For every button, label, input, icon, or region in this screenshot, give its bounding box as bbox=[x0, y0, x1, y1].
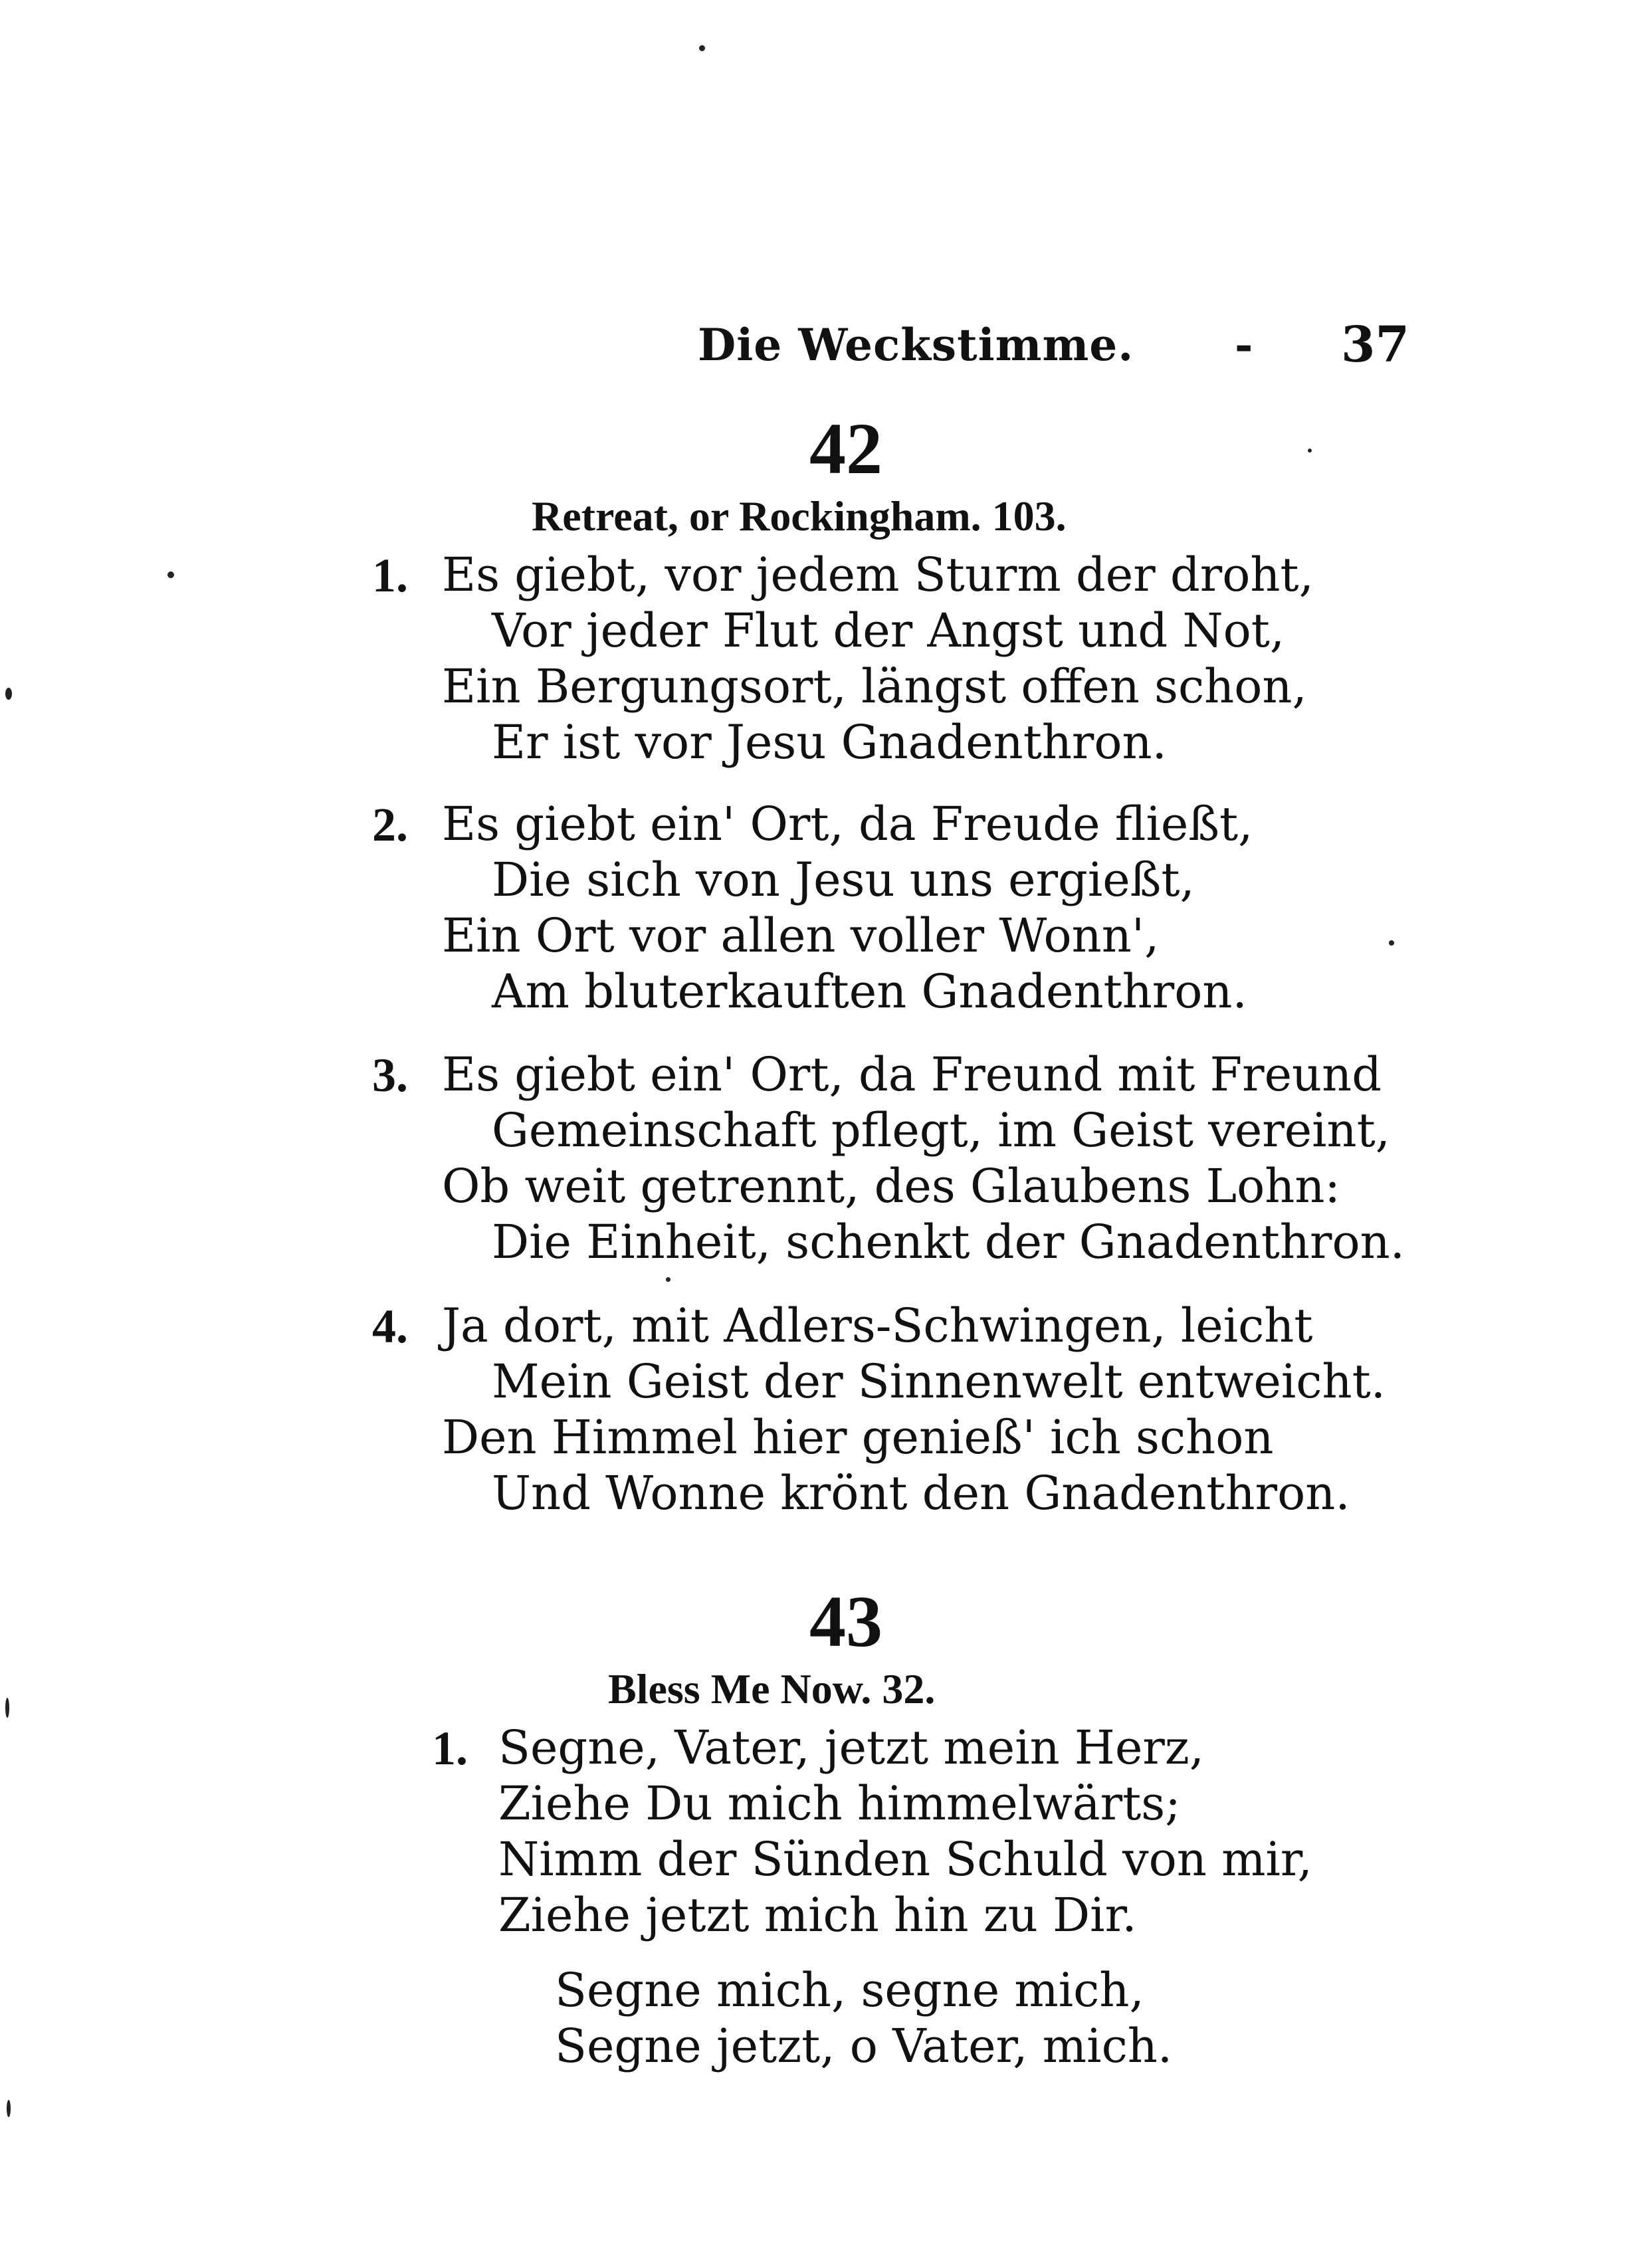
verse-line: Es giebt ein' Ort, da Freund mit Freund bbox=[442, 1047, 1382, 1102]
scan-speck bbox=[167, 571, 174, 578]
page-number: 37 bbox=[1341, 316, 1409, 373]
verse-line: Ein Ort vor allen voller Wonn', bbox=[442, 908, 1160, 963]
hymn-number-43: 43 bbox=[809, 1581, 882, 1662]
scan-speck bbox=[1308, 449, 1312, 453]
scan-speck bbox=[699, 45, 705, 51]
scan-speck bbox=[1389, 940, 1394, 946]
verse-line: Die Einheit, schenkt der Gnadenthron. bbox=[492, 1215, 1405, 1269]
running-title: Die Weckstimme. bbox=[698, 319, 1134, 371]
refrain-line: Segne mich, segne mich, bbox=[555, 1963, 1144, 2017]
verse-line: Ziehe Du mich himmelwärts; bbox=[498, 1776, 1181, 1831]
verse-line: Am bluterkauften Gnadenthron. bbox=[492, 964, 1247, 1019]
scan-speck bbox=[666, 1277, 671, 1282]
scan-speck bbox=[5, 688, 12, 700]
verse-line: Es giebt, vor jedem Sturm der droht, bbox=[442, 548, 1314, 602]
header-dash: - bbox=[1235, 319, 1253, 371]
verse-line: Die sich von Jesu uns ergießt, bbox=[492, 853, 1195, 907]
verse-number: 4. bbox=[372, 1300, 408, 1353]
hymn-43-tune: Bless Me Now. 32. bbox=[608, 1665, 936, 1712]
scan-speck bbox=[7, 2100, 11, 2117]
hymn-number-42: 42 bbox=[809, 408, 882, 489]
verse-line: Und Wonne krönt den Gnadenthron. bbox=[492, 1466, 1350, 1520]
verse-line: Ja dort, mit Adlers-Schwingen, leicht bbox=[442, 1298, 1313, 1353]
hymn-42-tune: Retreat, or Rockingham. 103. bbox=[532, 492, 1067, 540]
verse-line: Ein Bergungsort, längst offen schon, bbox=[442, 659, 1307, 714]
verse-number: 3. bbox=[372, 1049, 408, 1102]
scan-speck bbox=[5, 1698, 9, 1718]
verse-line: Nimm der Sünden Schuld von mir, bbox=[498, 1832, 1312, 1887]
verse-number: 2. bbox=[372, 798, 408, 851]
refrain-line: Segne jetzt, o Vater, mich. bbox=[555, 2019, 1173, 2073]
verse-line: Mein Geist der Sinnenwelt entweicht. bbox=[492, 1354, 1386, 1409]
verse-line: Ob weit getrennt, des Glaubens Lohn: bbox=[442, 1159, 1341, 1213]
verse-number: 1. bbox=[372, 549, 408, 602]
verse-line: Den Himmel hier genieß' ich schon bbox=[442, 1410, 1274, 1465]
verse-line: Es giebt ein' Ort, da Freude fließt, bbox=[442, 797, 1253, 851]
verse-line: Ziehe jetzt mich hin zu Dir. bbox=[498, 1888, 1137, 1942]
verse-line: Gemeinschaft pflegt, im Geist vereint, bbox=[492, 1103, 1390, 1158]
verse-line: Er ist vor Jesu Gnadenthron. bbox=[492, 715, 1167, 770]
verse-line: Segne, Vater, jetzt mein Herz, bbox=[498, 1720, 1204, 1775]
verse-line: Vor jeder Flut der Angst und Not, bbox=[492, 603, 1285, 658]
verse-number: 1. bbox=[432, 1722, 468, 1775]
